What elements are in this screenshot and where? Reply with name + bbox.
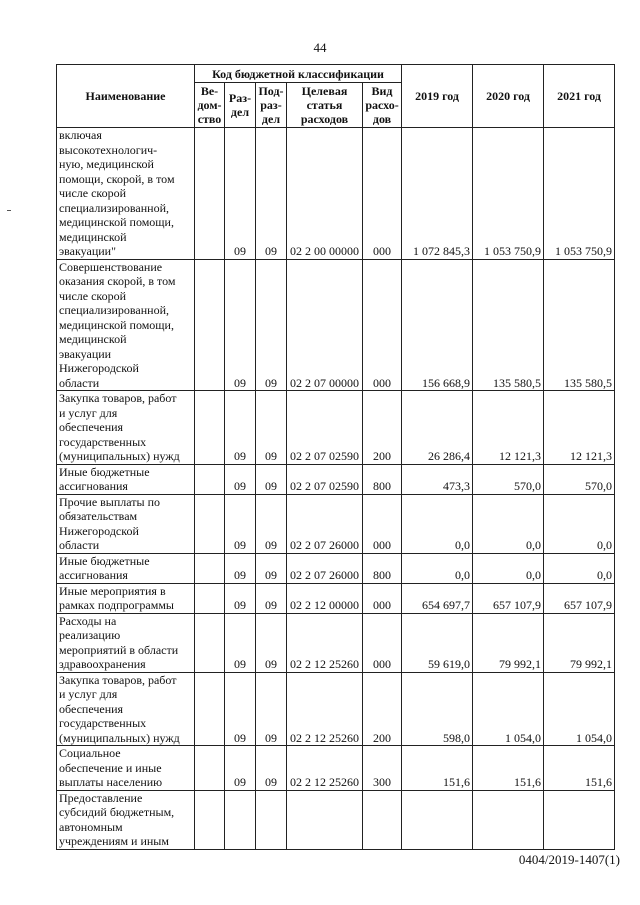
table-row bbox=[57, 494, 615, 553]
table-row bbox=[57, 391, 615, 465]
row-razdel: 09 bbox=[225, 494, 256, 553]
table-row bbox=[57, 128, 615, 260]
row-vedomstvo bbox=[195, 553, 225, 583]
row-podrazdel: 09 bbox=[256, 259, 287, 391]
row-razdel: 09 bbox=[225, 128, 256, 260]
document-code: 0404/2019-1407(1) bbox=[518, 852, 620, 867]
row-name: Иные бюджетные ассигнования bbox=[57, 553, 195, 583]
row-name: Закупка товаров, работ и услуг для обеспечения государственных (муниципальных) нужд bbox=[57, 672, 195, 746]
row-2020: 1 053 750,9 bbox=[473, 128, 544, 260]
row-podrazdel bbox=[256, 790, 287, 849]
row-vedomstvo bbox=[195, 464, 225, 494]
row-vid: 000 bbox=[363, 259, 402, 391]
header-name: Наименование bbox=[57, 65, 195, 128]
row-2020: 0,0 bbox=[473, 553, 544, 583]
row-vedomstvo bbox=[195, 746, 225, 791]
row-target: 02 2 07 00000 bbox=[287, 259, 363, 391]
table-body bbox=[57, 128, 615, 850]
row-2019: 654 697,7 bbox=[402, 583, 473, 613]
table-header bbox=[57, 65, 615, 128]
row-2021: 1 053 750,9 bbox=[544, 128, 615, 260]
row-target: 02 2 12 25260 bbox=[287, 613, 363, 672]
row-2021: 0,0 bbox=[544, 494, 615, 553]
row-vedomstvo bbox=[195, 790, 225, 849]
row-2020: 12 121,3 bbox=[473, 391, 544, 465]
row-2019: 473,3 bbox=[402, 464, 473, 494]
row-2019: 156 668,9 bbox=[402, 259, 473, 391]
header-podrazdel: Под- раз- дел bbox=[256, 83, 287, 128]
row-podrazdel: 09 bbox=[256, 583, 287, 613]
row-target: 02 2 12 25260 bbox=[287, 746, 363, 791]
row-vid bbox=[363, 790, 402, 849]
row-target: 02 2 00 00000 bbox=[287, 128, 363, 260]
row-2021: 570,0 bbox=[544, 464, 615, 494]
row-2020: 79 992,1 bbox=[473, 613, 544, 672]
table-row bbox=[57, 613, 615, 672]
margin-mark bbox=[7, 210, 11, 211]
row-2020: 135 580,5 bbox=[473, 259, 544, 391]
row-vedomstvo bbox=[195, 583, 225, 613]
row-target: 02 2 07 02590 bbox=[287, 391, 363, 465]
row-2019: 151,6 bbox=[402, 746, 473, 791]
row-2019: 0,0 bbox=[402, 553, 473, 583]
row-name: Расходы на реализацию мероприятий в области здравоохранения bbox=[57, 613, 195, 672]
row-name: Совершенствование оказания скорой, в том числе скорой специализированной, медицинской помощи, медицинской эвакуации Нижегородской области bbox=[57, 259, 195, 391]
page-number: 44 bbox=[313, 40, 327, 55]
row-target bbox=[287, 790, 363, 849]
row-2019: 598,0 bbox=[402, 672, 473, 746]
row-2019: 59 619,0 bbox=[402, 613, 473, 672]
row-2020: 657 107,9 bbox=[473, 583, 544, 613]
table-row bbox=[57, 672, 615, 746]
budget-table bbox=[56, 64, 615, 850]
row-razdel: 09 bbox=[225, 613, 256, 672]
row-2021: 12 121,3 bbox=[544, 391, 615, 465]
table-row bbox=[57, 583, 615, 613]
row-podrazdel: 09 bbox=[256, 464, 287, 494]
header-vedomstvo: Ве- дом- ство bbox=[195, 83, 225, 128]
row-name: Закупка товаров, работ и услуг для обеспечения государственных (муниципальных) нужд bbox=[57, 391, 195, 465]
row-target: 02 2 07 02590 bbox=[287, 464, 363, 494]
row-vid: 200 bbox=[363, 391, 402, 465]
table-row bbox=[57, 553, 615, 583]
row-target: 02 2 07 26000 bbox=[287, 494, 363, 553]
row-razdel bbox=[225, 790, 256, 849]
row-razdel: 09 bbox=[225, 391, 256, 465]
row-name: Предоставление субсидий бюджетным, автономным учреждениям и иным bbox=[57, 790, 195, 849]
row-razdel: 09 bbox=[225, 672, 256, 746]
row-2019: 26 286,4 bbox=[402, 391, 473, 465]
row-target: 02 2 12 25260 bbox=[287, 672, 363, 746]
row-target: 02 2 12 00000 bbox=[287, 583, 363, 613]
row-vedomstvo bbox=[195, 613, 225, 672]
row-2020: 151,6 bbox=[473, 746, 544, 791]
row-2020: 1 054,0 bbox=[473, 672, 544, 746]
row-target: 02 2 07 26000 bbox=[287, 553, 363, 583]
row-2019 bbox=[402, 790, 473, 849]
table-row bbox=[57, 464, 615, 494]
row-razdel: 09 bbox=[225, 464, 256, 494]
row-vedomstvo bbox=[195, 128, 225, 260]
row-2021: 1 054,0 bbox=[544, 672, 615, 746]
row-razdel: 09 bbox=[225, 583, 256, 613]
header-target: Целевая статья расходов bbox=[287, 83, 363, 128]
row-name: Прочие выплаты по обязательствам Нижегородской области bbox=[57, 494, 195, 553]
row-name: Социальное обеспечение и иные выплаты населению bbox=[57, 746, 195, 791]
row-podrazdel: 09 bbox=[256, 672, 287, 746]
row-2021: 135 580,5 bbox=[544, 259, 615, 391]
row-2020 bbox=[473, 790, 544, 849]
row-podrazdel: 09 bbox=[256, 494, 287, 553]
header-2020: 2020 год bbox=[473, 65, 544, 128]
row-vid: 800 bbox=[363, 553, 402, 583]
row-vedomstvo bbox=[195, 259, 225, 391]
table-row bbox=[57, 746, 615, 791]
row-podrazdel: 09 bbox=[256, 128, 287, 260]
row-2021: 0,0 bbox=[544, 553, 615, 583]
row-vedomstvo bbox=[195, 494, 225, 553]
row-vid: 000 bbox=[363, 128, 402, 260]
row-2019: 1 072 845,3 bbox=[402, 128, 473, 260]
row-podrazdel: 09 bbox=[256, 746, 287, 791]
row-vedomstvo bbox=[195, 391, 225, 465]
row-vid: 000 bbox=[363, 613, 402, 672]
row-razdel: 09 bbox=[225, 746, 256, 791]
row-2020: 0,0 bbox=[473, 494, 544, 553]
row-name: Иные бюджетные ассигнования bbox=[57, 464, 195, 494]
row-razdel: 09 bbox=[225, 259, 256, 391]
header-vid: Вид расхо- дов bbox=[363, 83, 402, 128]
header-2021: 2021 год bbox=[544, 65, 615, 128]
row-2021 bbox=[544, 790, 615, 849]
row-2021: 657 107,9 bbox=[544, 583, 615, 613]
row-vid: 000 bbox=[363, 583, 402, 613]
row-2021: 79 992,1 bbox=[544, 613, 615, 672]
row-podrazdel: 09 bbox=[256, 391, 287, 465]
row-vid: 300 bbox=[363, 746, 402, 791]
row-2020: 570,0 bbox=[473, 464, 544, 494]
row-2021: 151,6 bbox=[544, 746, 615, 791]
row-name: Иные мероприятия в рамках подпрограммы bbox=[57, 583, 195, 613]
row-podrazdel: 09 bbox=[256, 553, 287, 583]
row-vedomstvo bbox=[195, 672, 225, 746]
row-name: включая высокотехнологич- ную, медицинской помощи, скорой, в том числе скорой специализированной, медицинской помощи, медицинской эвакуации" bbox=[57, 128, 195, 260]
header-group: Код бюджетной классификации bbox=[195, 65, 402, 83]
header-2019: 2019 год bbox=[402, 65, 473, 128]
table-row bbox=[57, 790, 615, 849]
row-vid: 200 bbox=[363, 672, 402, 746]
row-podrazdel: 09 bbox=[256, 613, 287, 672]
row-vid: 000 bbox=[363, 494, 402, 553]
row-2019: 0,0 bbox=[402, 494, 473, 553]
header-razdel: Раз- дел bbox=[225, 83, 256, 128]
row-razdel: 09 bbox=[225, 553, 256, 583]
row-vid: 800 bbox=[363, 464, 402, 494]
table-row bbox=[57, 259, 615, 391]
